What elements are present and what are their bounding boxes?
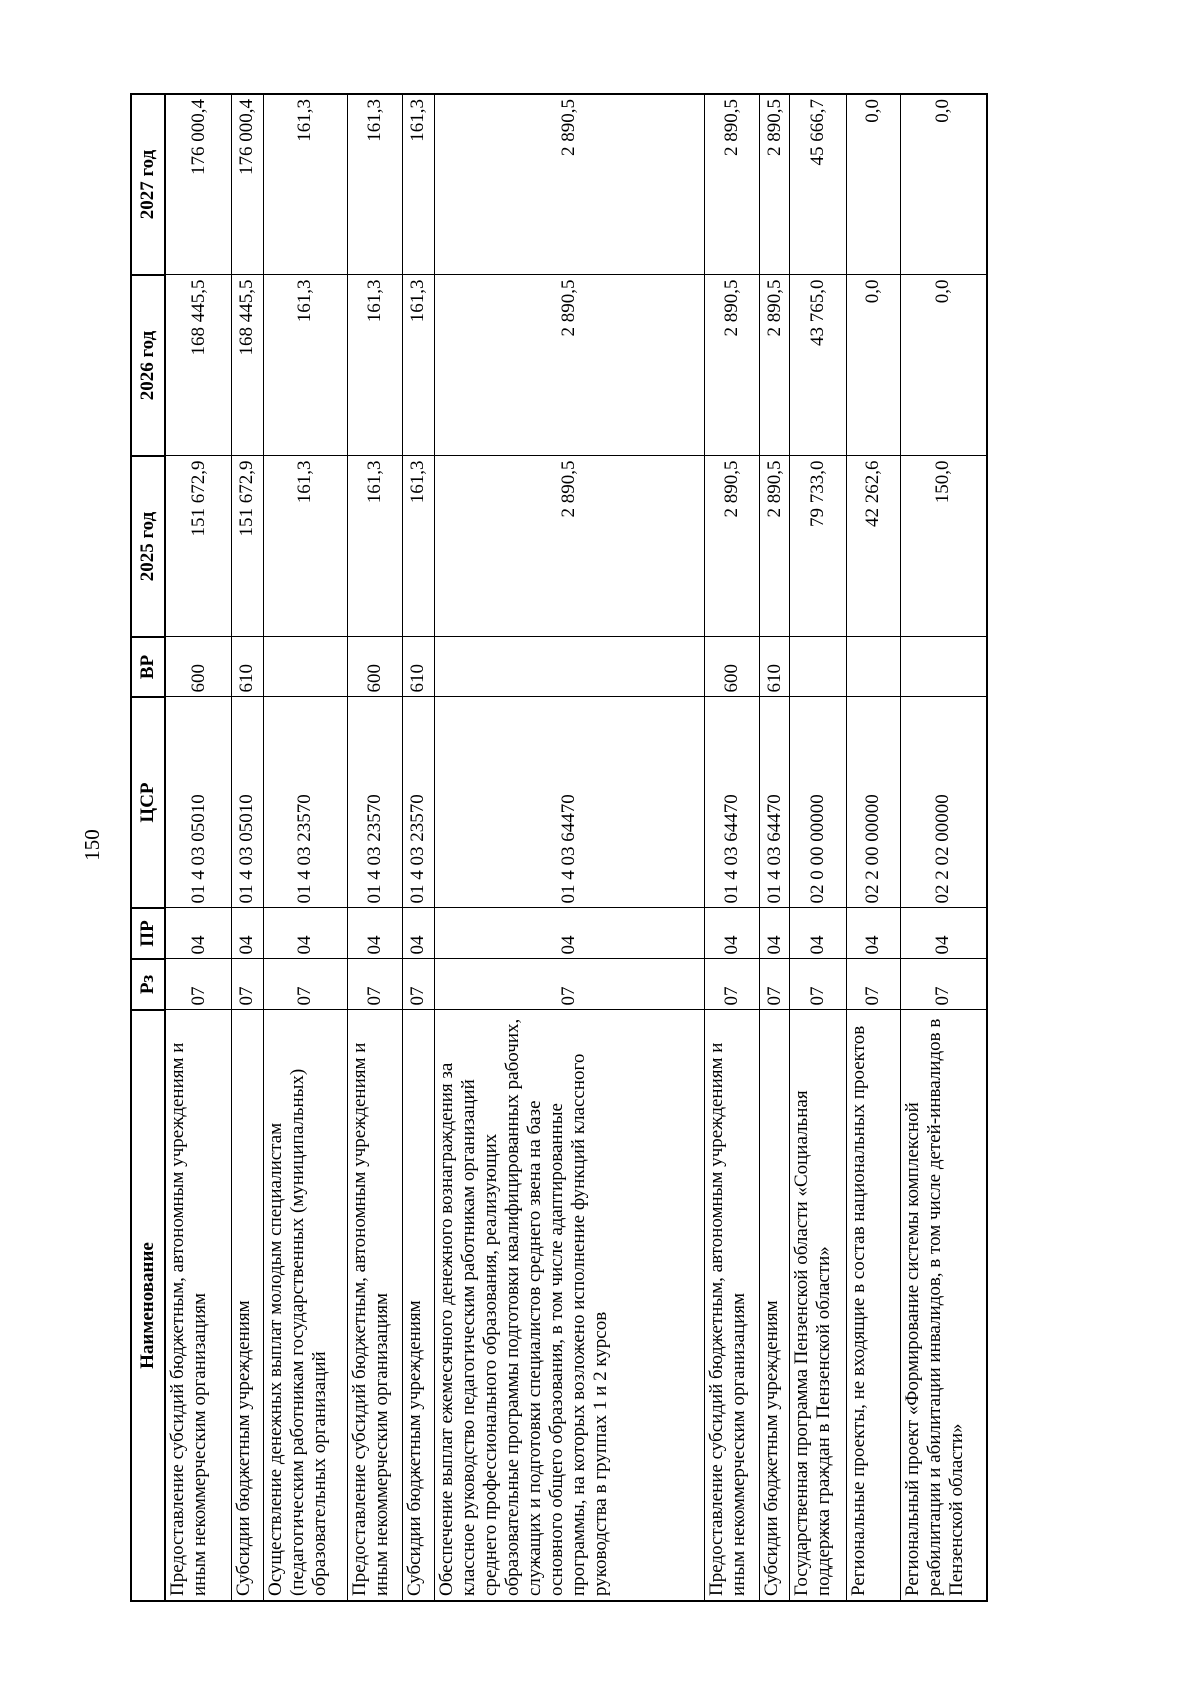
cell-name: Предоставление субсидий бюджетным, автономным учреждениям и иным некоммерческим организациям bbox=[348, 1010, 403, 1601]
cell-2027: 0,0 bbox=[900, 94, 987, 275]
table-row bbox=[263, 94, 347, 1601]
cell-rz: 07 bbox=[165, 959, 232, 1010]
header-name: Наименование bbox=[131, 1010, 165, 1601]
cell-name: Предоставление субсидий бюджетным, автономным учреждениям и иным некоммерческим организациям bbox=[704, 1010, 759, 1601]
cell-2027: 0,0 bbox=[846, 94, 900, 275]
cell-pr: 04 bbox=[434, 908, 704, 959]
table-row bbox=[760, 94, 790, 1601]
cell-vr bbox=[790, 637, 846, 697]
cell-name: Государственная программа Пензенской области «Социальная поддержка граждан в Пензенской области» bbox=[790, 1010, 846, 1601]
table-row bbox=[403, 94, 434, 1601]
cell-vr bbox=[434, 637, 704, 697]
cell-rz: 07 bbox=[434, 959, 704, 1010]
cell-vr: 610 bbox=[403, 637, 434, 697]
cell-2027: 161,3 bbox=[403, 94, 434, 275]
header-2027: 2027 год bbox=[131, 94, 165, 275]
table-row bbox=[232, 94, 263, 1601]
cell-2025: 161,3 bbox=[263, 456, 347, 637]
cell-2025: 161,3 bbox=[403, 456, 434, 637]
cell-2026: 0,0 bbox=[900, 275, 987, 456]
cell-2025: 150,0 bbox=[900, 456, 987, 637]
cell-2026: 2 890,5 bbox=[704, 275, 759, 456]
cell-rz: 07 bbox=[232, 959, 263, 1010]
cell-csr: 01 4 03 05010 bbox=[165, 697, 232, 908]
cell-rz: 07 bbox=[846, 959, 900, 1010]
page-number: 150 bbox=[80, 829, 104, 861]
cell-rz: 07 bbox=[704, 959, 759, 1010]
cell-pr: 04 bbox=[165, 908, 232, 959]
cell-2025: 151 672,9 bbox=[232, 456, 263, 637]
cell-vr bbox=[263, 637, 347, 697]
header-csr: ЦСР bbox=[131, 697, 165, 908]
cell-rz: 07 bbox=[348, 959, 403, 1010]
cell-2026: 2 890,5 bbox=[434, 275, 704, 456]
cell-csr: 01 4 03 64470 bbox=[704, 697, 759, 908]
cell-2025: 151 672,9 bbox=[165, 456, 232, 637]
table-header-row bbox=[131, 94, 165, 1601]
cell-rz: 07 bbox=[263, 959, 347, 1010]
cell-2025: 79 733,0 bbox=[790, 456, 846, 637]
cell-pr: 04 bbox=[263, 908, 347, 959]
table-row bbox=[165, 94, 232, 1601]
cell-pr: 04 bbox=[704, 908, 759, 959]
cell-pr: 04 bbox=[403, 908, 434, 959]
cell-vr bbox=[900, 637, 987, 697]
cell-pr: 04 bbox=[790, 908, 846, 959]
cell-2027: 176 000,4 bbox=[165, 94, 232, 275]
cell-vr: 600 bbox=[348, 637, 403, 697]
cell-name: Субсидии бюджетным учреждениям bbox=[760, 1010, 790, 1601]
table-row bbox=[348, 94, 403, 1601]
cell-2025: 2 890,5 bbox=[434, 456, 704, 637]
cell-name: Обеспечение выплат ежемесячного денежного вознаграждения за классное руководство педагогическим работникам организаций среднего профессионального образования, реализующих образовательные программы подготовки квалифицированных рабочих, служащих и подготовки специалистов среднего звена на базе основного общего образования, в том числе адаптированные программы, на которых возложено исполнение функций классного руководства в группах 1 и 2 курсов bbox=[434, 1010, 704, 1601]
table-row bbox=[900, 94, 987, 1601]
cell-2026: 2 890,5 bbox=[760, 275, 790, 456]
cell-rz: 07 bbox=[790, 959, 846, 1010]
cell-2027: 2 890,5 bbox=[704, 94, 759, 275]
cell-csr: 01 4 03 23570 bbox=[263, 697, 347, 908]
cell-csr: 01 4 03 64470 bbox=[434, 697, 704, 908]
cell-2027: 45 666,7 bbox=[790, 94, 846, 275]
table-row bbox=[434, 94, 704, 1601]
table-row bbox=[846, 94, 900, 1601]
cell-2025: 2 890,5 bbox=[760, 456, 790, 637]
cell-pr: 04 bbox=[348, 908, 403, 959]
cell-2026: 43 765,0 bbox=[790, 275, 846, 456]
cell-csr: 02 2 02 00000 bbox=[900, 697, 987, 908]
cell-pr: 04 bbox=[900, 908, 987, 959]
cell-pr: 04 bbox=[760, 908, 790, 959]
cell-vr: 610 bbox=[232, 637, 263, 697]
table-row bbox=[704, 94, 759, 1601]
cell-rz: 07 bbox=[900, 959, 987, 1010]
table-row bbox=[790, 94, 846, 1601]
cell-csr: 01 4 03 05010 bbox=[232, 697, 263, 908]
cell-2027: 2 890,5 bbox=[760, 94, 790, 275]
cell-2026: 168 445,5 bbox=[232, 275, 263, 456]
cell-2025: 161,3 bbox=[348, 456, 403, 637]
cell-csr: 01 4 03 23570 bbox=[403, 697, 434, 908]
cell-csr: 02 0 00 00000 bbox=[790, 697, 846, 908]
cell-2027: 176 000,4 bbox=[232, 94, 263, 275]
header-2026: 2026 год bbox=[131, 275, 165, 456]
cell-2026: 161,3 bbox=[348, 275, 403, 456]
header-pr: ПР bbox=[131, 908, 165, 959]
cell-vr: 600 bbox=[704, 637, 759, 697]
cell-vr: 600 bbox=[165, 637, 232, 697]
cell-rz: 07 bbox=[403, 959, 434, 1010]
cell-pr: 04 bbox=[846, 908, 900, 959]
cell-name: Осуществление денежных выплат молодым специалистам (педагогическим работникам государственных (муниципальных) образовательных организаций bbox=[263, 1010, 347, 1601]
header-vr: ВР bbox=[131, 637, 165, 697]
cell-name: Предоставление субсидий бюджетным, автономным учреждениям и иным некоммерческим организациям bbox=[165, 1010, 232, 1601]
header-rz: Рз bbox=[131, 959, 165, 1010]
budget-table bbox=[130, 93, 988, 1602]
cell-vr: 610 bbox=[760, 637, 790, 697]
cell-2027: 161,3 bbox=[348, 94, 403, 275]
cell-2026: 168 445,5 bbox=[165, 275, 232, 456]
header-2025: 2025 год bbox=[131, 456, 165, 637]
cell-2025: 42 262,6 bbox=[846, 456, 900, 637]
cell-2025: 2 890,5 bbox=[704, 456, 759, 637]
cell-name: Региональный проект «Формирование системы комплексной реабилитации и абилитации инвалидов, в том числе детей-инвалидов в Пензенской области» bbox=[900, 1010, 987, 1601]
cell-name: Субсидии бюджетным учреждениям bbox=[232, 1010, 263, 1601]
cell-vr bbox=[846, 637, 900, 697]
cell-csr: 01 4 03 23570 bbox=[348, 697, 403, 908]
cell-name: Субсидии бюджетным учреждениям bbox=[403, 1010, 434, 1601]
rotated-table-wrapper bbox=[130, 95, 988, 1602]
cell-2027: 2 890,5 bbox=[434, 94, 704, 275]
cell-csr: 02 2 00 00000 bbox=[846, 697, 900, 908]
cell-csr: 01 4 03 64470 bbox=[760, 697, 790, 908]
cell-2026: 0,0 bbox=[846, 275, 900, 456]
cell-2026: 161,3 bbox=[263, 275, 347, 456]
cell-2027: 161,3 bbox=[263, 94, 347, 275]
table-body bbox=[165, 94, 987, 1601]
cell-pr: 04 bbox=[232, 908, 263, 959]
cell-rz: 07 bbox=[760, 959, 790, 1010]
cell-2026: 161,3 bbox=[403, 275, 434, 456]
cell-name: Региональные проекты, не входящие в состав национальных проектов bbox=[846, 1010, 900, 1601]
